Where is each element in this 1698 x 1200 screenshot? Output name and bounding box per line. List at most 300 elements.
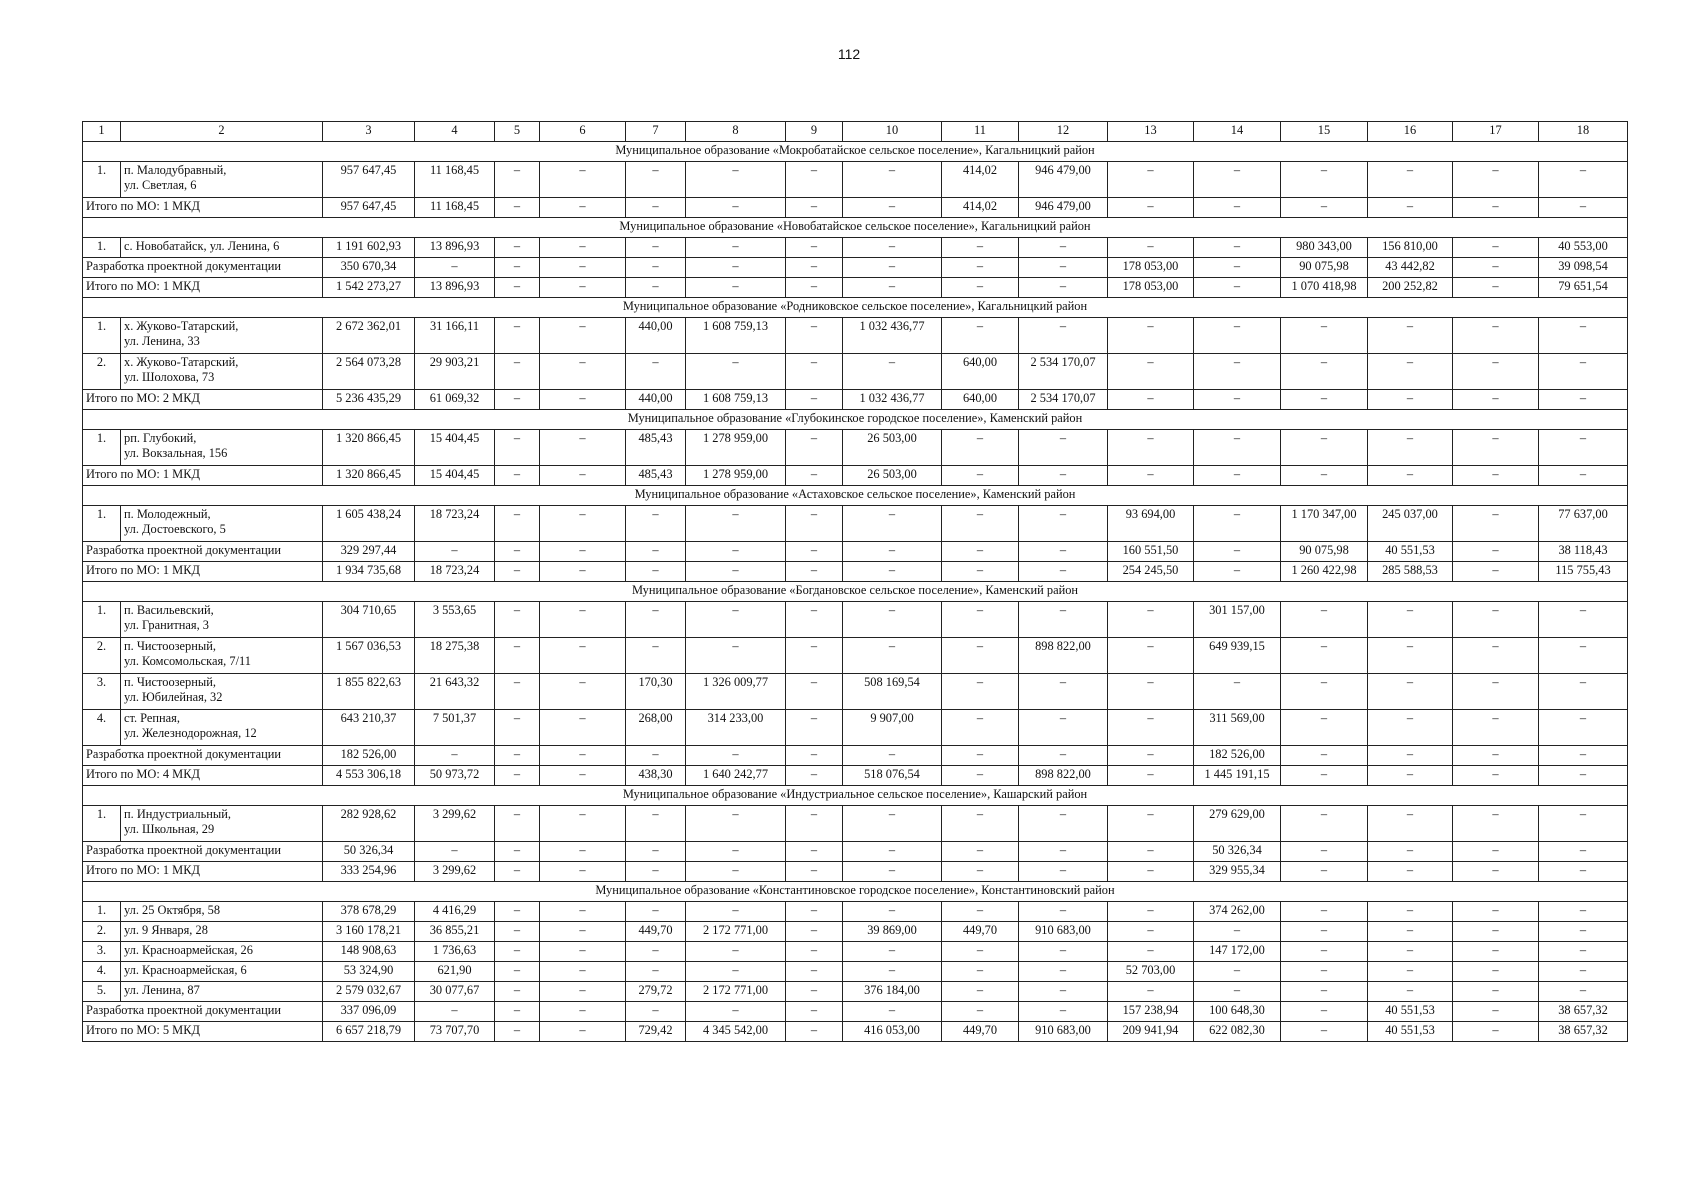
empty-cell: – <box>843 862 942 882</box>
empty-cell: – <box>1108 390 1194 410</box>
empty-cell: – <box>1539 942 1628 962</box>
total-row <box>83 278 1628 298</box>
value-cell: 26 503,00 <box>843 430 942 466</box>
empty-cell: – <box>1108 318 1194 354</box>
table-row <box>83 674 1628 710</box>
empty-cell: – <box>1194 506 1281 542</box>
address-cell: п. Чистоозерный, ул. Юбилейная, 32 <box>121 674 323 710</box>
empty-cell: – <box>495 962 540 982</box>
empty-cell: – <box>686 542 786 562</box>
total-row <box>83 258 1628 278</box>
empty-cell: – <box>495 542 540 562</box>
empty-cell: – <box>540 258 626 278</box>
empty-cell: – <box>1019 1002 1108 1022</box>
value-cell: 1 542 273,27 <box>323 278 415 298</box>
empty-cell: – <box>1194 674 1281 710</box>
empty-cell: – <box>1539 466 1628 486</box>
empty-cell: – <box>415 842 495 862</box>
table-row <box>83 318 1628 354</box>
empty-cell: – <box>786 962 843 982</box>
page-number: 112 <box>837 46 861 62</box>
empty-cell: – <box>686 942 786 962</box>
value-cell: 209 941,94 <box>1108 1022 1194 1042</box>
value-cell: 1 032 436,77 <box>843 390 942 410</box>
empty-cell: – <box>686 354 786 390</box>
empty-cell: – <box>686 198 786 218</box>
address-cell: п. Васильевский, ул. Гранитная, 3 <box>121 602 323 638</box>
value-cell: 200 252,82 <box>1368 278 1453 298</box>
column-header: 3 <box>323 122 415 142</box>
empty-cell: – <box>942 1002 1019 1022</box>
value-cell: 148 908,63 <box>323 942 415 962</box>
empty-cell: – <box>495 1022 540 1042</box>
empty-cell: – <box>1368 766 1453 786</box>
empty-cell: – <box>1539 674 1628 710</box>
value-cell: 6 657 218,79 <box>323 1022 415 1042</box>
empty-cell: – <box>540 238 626 258</box>
value-cell: 40 551,53 <box>1368 542 1453 562</box>
empty-cell: – <box>1539 710 1628 746</box>
value-cell: 350 670,34 <box>323 258 415 278</box>
empty-cell: – <box>1108 162 1194 198</box>
empty-cell: – <box>942 430 1019 466</box>
empty-cell: – <box>1019 542 1108 562</box>
empty-cell: – <box>786 1002 843 1022</box>
empty-cell: – <box>626 354 686 390</box>
section-title-row <box>83 486 1628 506</box>
address-cell: п. Чистоозерный, ул. Комсомольская, 7/11 <box>121 638 323 674</box>
row-number: 1. <box>83 238 121 258</box>
empty-cell: – <box>540 746 626 766</box>
value-cell: 178 053,00 <box>1108 278 1194 298</box>
empty-cell: – <box>786 746 843 766</box>
column-header: 14 <box>1194 122 1281 142</box>
value-cell: 61 069,32 <box>415 390 495 410</box>
value-cell: 3 299,62 <box>415 862 495 882</box>
empty-cell: – <box>495 766 540 786</box>
value-cell: 1 736,63 <box>415 942 495 962</box>
empty-cell: – <box>1368 922 1453 942</box>
empty-cell: – <box>1539 198 1628 218</box>
empty-cell: – <box>942 638 1019 674</box>
value-cell: 2 564 073,28 <box>323 354 415 390</box>
table-row <box>83 602 1628 638</box>
empty-cell: – <box>843 258 942 278</box>
empty-cell: – <box>942 710 1019 746</box>
empty-cell: – <box>1194 430 1281 466</box>
empty-cell: – <box>843 198 942 218</box>
value-cell: 38 657,32 <box>1539 1022 1628 1042</box>
total-row <box>83 466 1628 486</box>
empty-cell: – <box>942 942 1019 962</box>
empty-cell: – <box>942 674 1019 710</box>
empty-cell: – <box>686 806 786 842</box>
empty-cell: – <box>1019 806 1108 842</box>
empty-cell: – <box>626 962 686 982</box>
value-cell: 2 534 170,07 <box>1019 390 1108 410</box>
empty-cell: – <box>415 258 495 278</box>
empty-cell: – <box>686 962 786 982</box>
empty-cell: – <box>843 602 942 638</box>
empty-cell: – <box>495 942 540 962</box>
value-cell: 4 416,29 <box>415 902 495 922</box>
value-cell: 40 553,00 <box>1539 238 1628 258</box>
empty-cell: – <box>495 390 540 410</box>
value-cell: 100 648,30 <box>1194 1002 1281 1022</box>
empty-cell: – <box>1108 862 1194 882</box>
empty-cell: – <box>1539 842 1628 862</box>
value-cell: 50 326,34 <box>1194 842 1281 862</box>
empty-cell: – <box>843 902 942 922</box>
empty-cell: – <box>1194 962 1281 982</box>
value-cell: 38 657,32 <box>1539 1002 1628 1022</box>
empty-cell: – <box>540 902 626 922</box>
empty-cell: – <box>843 278 942 298</box>
empty-cell: – <box>1368 162 1453 198</box>
column-header: 18 <box>1539 122 1628 142</box>
empty-cell: – <box>1453 390 1539 410</box>
empty-cell: – <box>1019 602 1108 638</box>
table-body <box>83 122 1628 1042</box>
empty-cell: – <box>1281 710 1368 746</box>
empty-cell: – <box>1453 198 1539 218</box>
empty-cell: – <box>1281 1002 1368 1022</box>
section-title: Муниципальное образование «Индустриальное сельское поселение», Кашарский район <box>83 786 1628 806</box>
column-header: 17 <box>1453 122 1539 142</box>
value-cell: 337 096,09 <box>323 1002 415 1022</box>
empty-cell: – <box>1453 466 1539 486</box>
value-cell: 156 810,00 <box>1368 238 1453 258</box>
value-cell: 301 157,00 <box>1194 602 1281 638</box>
empty-cell: – <box>686 746 786 766</box>
empty-cell: – <box>686 638 786 674</box>
value-cell: 1 934 735,68 <box>323 562 415 582</box>
empty-cell: – <box>1019 842 1108 862</box>
value-cell: 245 037,00 <box>1368 506 1453 542</box>
value-cell: 1 278 959,00 <box>686 466 786 486</box>
empty-cell: – <box>1281 1022 1368 1042</box>
empty-cell: – <box>686 238 786 258</box>
empty-cell: – <box>1194 466 1281 486</box>
value-cell: 30 077,67 <box>415 982 495 1002</box>
value-cell: 329 297,44 <box>323 542 415 562</box>
empty-cell: – <box>1453 982 1539 1002</box>
empty-cell: – <box>1453 1002 1539 1022</box>
empty-cell: – <box>495 842 540 862</box>
empty-cell: – <box>540 806 626 842</box>
empty-cell: – <box>1539 982 1628 1002</box>
empty-cell: – <box>942 278 1019 298</box>
row-number: 3. <box>83 674 121 710</box>
empty-cell: – <box>626 506 686 542</box>
table-row <box>83 982 1628 1002</box>
value-cell: 643 210,37 <box>323 710 415 746</box>
value-cell: 2 672 362,01 <box>323 318 415 354</box>
empty-cell: – <box>1453 710 1539 746</box>
empty-cell: – <box>1281 842 1368 862</box>
total-row <box>83 198 1628 218</box>
empty-cell: – <box>1019 862 1108 882</box>
empty-cell: – <box>1108 674 1194 710</box>
empty-cell: – <box>1194 278 1281 298</box>
value-cell: 438,30 <box>626 766 686 786</box>
empty-cell: – <box>843 962 942 982</box>
value-cell: 957 647,45 <box>323 198 415 218</box>
empty-cell: – <box>626 806 686 842</box>
empty-cell: – <box>1539 602 1628 638</box>
table-row <box>83 942 1628 962</box>
empty-cell: – <box>942 842 1019 862</box>
empty-cell: – <box>1453 542 1539 562</box>
empty-cell: – <box>540 842 626 862</box>
empty-cell: – <box>843 842 942 862</box>
empty-cell: – <box>540 1022 626 1042</box>
empty-cell: – <box>786 806 843 842</box>
value-cell: 79 651,54 <box>1539 278 1628 298</box>
empty-cell: – <box>495 602 540 638</box>
empty-cell: – <box>495 278 540 298</box>
empty-cell: – <box>1453 430 1539 466</box>
value-cell: 440,00 <box>626 390 686 410</box>
column-header: 15 <box>1281 122 1368 142</box>
empty-cell: – <box>686 506 786 542</box>
empty-cell: – <box>1019 562 1108 582</box>
empty-cell: – <box>1019 430 1108 466</box>
total-row <box>83 766 1628 786</box>
value-cell: 39 098,54 <box>1539 258 1628 278</box>
row-number: 1. <box>83 506 121 542</box>
table-row <box>83 238 1628 258</box>
value-cell: 18 723,24 <box>415 506 495 542</box>
empty-cell: – <box>1281 862 1368 882</box>
empty-cell: – <box>1194 162 1281 198</box>
table-row <box>83 806 1628 842</box>
value-cell: 440,00 <box>626 318 686 354</box>
empty-cell: – <box>786 354 843 390</box>
empty-cell: – <box>495 902 540 922</box>
value-cell: 1 070 418,98 <box>1281 278 1368 298</box>
value-cell: 1 605 438,24 <box>323 506 415 542</box>
section-title: Муниципальное образование «Новобатайское сельское поселение», Кагальницкий район <box>83 218 1628 238</box>
empty-cell: – <box>1281 638 1368 674</box>
value-cell: 36 855,21 <box>415 922 495 942</box>
empty-cell: – <box>495 710 540 746</box>
value-cell: 1 278 959,00 <box>686 430 786 466</box>
value-cell: 13 896,93 <box>415 238 495 258</box>
empty-cell: – <box>1539 862 1628 882</box>
empty-cell: – <box>1453 962 1539 982</box>
total-row <box>83 390 1628 410</box>
value-cell: 3 160 178,21 <box>323 922 415 942</box>
value-cell: 285 588,53 <box>1368 562 1453 582</box>
empty-cell: – <box>1108 942 1194 962</box>
value-cell: 1 320 866,45 <box>323 466 415 486</box>
empty-cell: – <box>495 1002 540 1022</box>
value-cell: 449,70 <box>942 922 1019 942</box>
value-cell: 50 973,72 <box>415 766 495 786</box>
empty-cell: – <box>1453 354 1539 390</box>
empty-cell: – <box>626 258 686 278</box>
empty-cell: – <box>942 562 1019 582</box>
empty-cell: – <box>1281 390 1368 410</box>
empty-cell: – <box>626 746 686 766</box>
empty-cell: – <box>1194 562 1281 582</box>
empty-cell: – <box>1368 674 1453 710</box>
empty-cell: – <box>1194 238 1281 258</box>
empty-cell: – <box>1453 746 1539 766</box>
empty-cell: – <box>942 602 1019 638</box>
value-cell: 485,43 <box>626 466 686 486</box>
value-cell: 18 275,38 <box>415 638 495 674</box>
value-cell: 9 907,00 <box>843 710 942 746</box>
empty-cell: – <box>686 278 786 298</box>
value-cell: 304 710,65 <box>323 602 415 638</box>
table-row <box>83 710 1628 746</box>
empty-cell: – <box>540 390 626 410</box>
empty-cell: – <box>1281 982 1368 1002</box>
empty-cell: – <box>1453 842 1539 862</box>
empty-cell: – <box>786 542 843 562</box>
value-cell: 910 683,00 <box>1019 922 1108 942</box>
empty-cell: – <box>1108 982 1194 1002</box>
value-cell: 898 822,00 <box>1019 638 1108 674</box>
empty-cell: – <box>1368 746 1453 766</box>
row-label: Итого по МО: 1 МКД <box>83 562 323 582</box>
empty-cell: – <box>786 674 843 710</box>
empty-cell: – <box>1194 198 1281 218</box>
empty-cell: – <box>786 942 843 962</box>
value-cell: 1 445 191,15 <box>1194 766 1281 786</box>
empty-cell: – <box>626 902 686 922</box>
empty-cell: – <box>495 806 540 842</box>
value-cell: 5 236 435,29 <box>323 390 415 410</box>
row-label: Разработка проектной документации <box>83 1002 323 1022</box>
empty-cell: – <box>626 542 686 562</box>
empty-cell: – <box>415 1002 495 1022</box>
empty-cell: – <box>786 862 843 882</box>
empty-cell: – <box>843 1002 942 1022</box>
column-header: 6 <box>540 122 626 142</box>
value-cell: 640,00 <box>942 354 1019 390</box>
empty-cell: – <box>495 162 540 198</box>
empty-cell: – <box>1019 466 1108 486</box>
empty-cell: – <box>686 902 786 922</box>
empty-cell: – <box>495 638 540 674</box>
empty-cell: – <box>1453 862 1539 882</box>
value-cell: 178 053,00 <box>1108 258 1194 278</box>
value-cell: 1 640 242,77 <box>686 766 786 786</box>
empty-cell: – <box>1368 902 1453 922</box>
empty-cell: – <box>1281 766 1368 786</box>
value-cell: 1 320 866,45 <box>323 430 415 466</box>
empty-cell: – <box>626 602 686 638</box>
empty-cell: – <box>1108 198 1194 218</box>
empty-cell: – <box>495 238 540 258</box>
value-cell: 374 262,00 <box>1194 902 1281 922</box>
value-cell: 980 343,00 <box>1281 238 1368 258</box>
table-row <box>83 354 1628 390</box>
empty-cell: – <box>1368 390 1453 410</box>
empty-cell: – <box>786 198 843 218</box>
value-cell: 13 896,93 <box>415 278 495 298</box>
address-cell: ст. Репная, ул. Железнодорожная, 12 <box>121 710 323 746</box>
column-header: 7 <box>626 122 686 142</box>
empty-cell: – <box>495 746 540 766</box>
empty-cell: – <box>540 162 626 198</box>
empty-cell: – <box>495 318 540 354</box>
section-title: Муниципальное образование «Глубокинское городское поселение», Каменский район <box>83 410 1628 430</box>
empty-cell: – <box>1019 710 1108 746</box>
value-cell: 314 233,00 <box>686 710 786 746</box>
total-row <box>83 542 1628 562</box>
empty-cell: – <box>495 982 540 1002</box>
empty-cell: – <box>942 766 1019 786</box>
empty-cell: – <box>686 162 786 198</box>
empty-cell: – <box>1281 942 1368 962</box>
value-cell: 182 526,00 <box>1194 746 1281 766</box>
empty-cell: – <box>540 710 626 746</box>
empty-cell: – <box>540 278 626 298</box>
empty-cell: – <box>540 354 626 390</box>
address-cell: п. Малодубравный, ул. Светлая, 6 <box>121 162 323 198</box>
value-cell: 38 118,43 <box>1539 542 1628 562</box>
value-cell: 40 551,53 <box>1368 1002 1453 1022</box>
value-cell: 90 075,98 <box>1281 542 1368 562</box>
empty-cell: – <box>1019 674 1108 710</box>
row-label: Разработка проектной документации <box>83 842 323 862</box>
empty-cell: – <box>1019 238 1108 258</box>
value-cell: 449,70 <box>942 1022 1019 1042</box>
empty-cell: – <box>686 602 786 638</box>
column-header: 11 <box>942 122 1019 142</box>
empty-cell: – <box>786 278 843 298</box>
value-cell: 3 299,62 <box>415 806 495 842</box>
value-cell: 416 053,00 <box>843 1022 942 1042</box>
value-cell: 729,42 <box>626 1022 686 1042</box>
empty-cell: – <box>1453 238 1539 258</box>
empty-cell: – <box>786 318 843 354</box>
value-cell: 182 526,00 <box>323 746 415 766</box>
empty-cell: – <box>843 238 942 258</box>
value-cell: 622 082,30 <box>1194 1022 1281 1042</box>
total-row <box>83 862 1628 882</box>
value-cell: 311 569,00 <box>1194 710 1281 746</box>
value-cell: 1 608 759,13 <box>686 390 786 410</box>
row-label: Итого по МО: 4 МКД <box>83 766 323 786</box>
address-cell: ул. Ленина, 87 <box>121 982 323 1002</box>
value-cell: 4 345 542,00 <box>686 1022 786 1042</box>
value-cell: 957 647,45 <box>323 162 415 198</box>
value-cell: 946 479,00 <box>1019 198 1108 218</box>
empty-cell: – <box>540 982 626 1002</box>
empty-cell: – <box>786 638 843 674</box>
row-number: 4. <box>83 710 121 746</box>
empty-cell: – <box>1368 198 1453 218</box>
empty-cell: – <box>495 862 540 882</box>
value-cell: 2 534 170,07 <box>1019 354 1108 390</box>
empty-cell: – <box>1539 354 1628 390</box>
empty-cell: – <box>1194 922 1281 942</box>
empty-cell: – <box>1453 902 1539 922</box>
empty-cell: – <box>626 862 686 882</box>
table-row <box>83 430 1628 466</box>
value-cell: 11 168,45 <box>415 162 495 198</box>
empty-cell: – <box>1539 162 1628 198</box>
empty-cell: – <box>540 766 626 786</box>
empty-cell: – <box>786 766 843 786</box>
empty-cell: – <box>1019 962 1108 982</box>
table-row <box>83 962 1628 982</box>
